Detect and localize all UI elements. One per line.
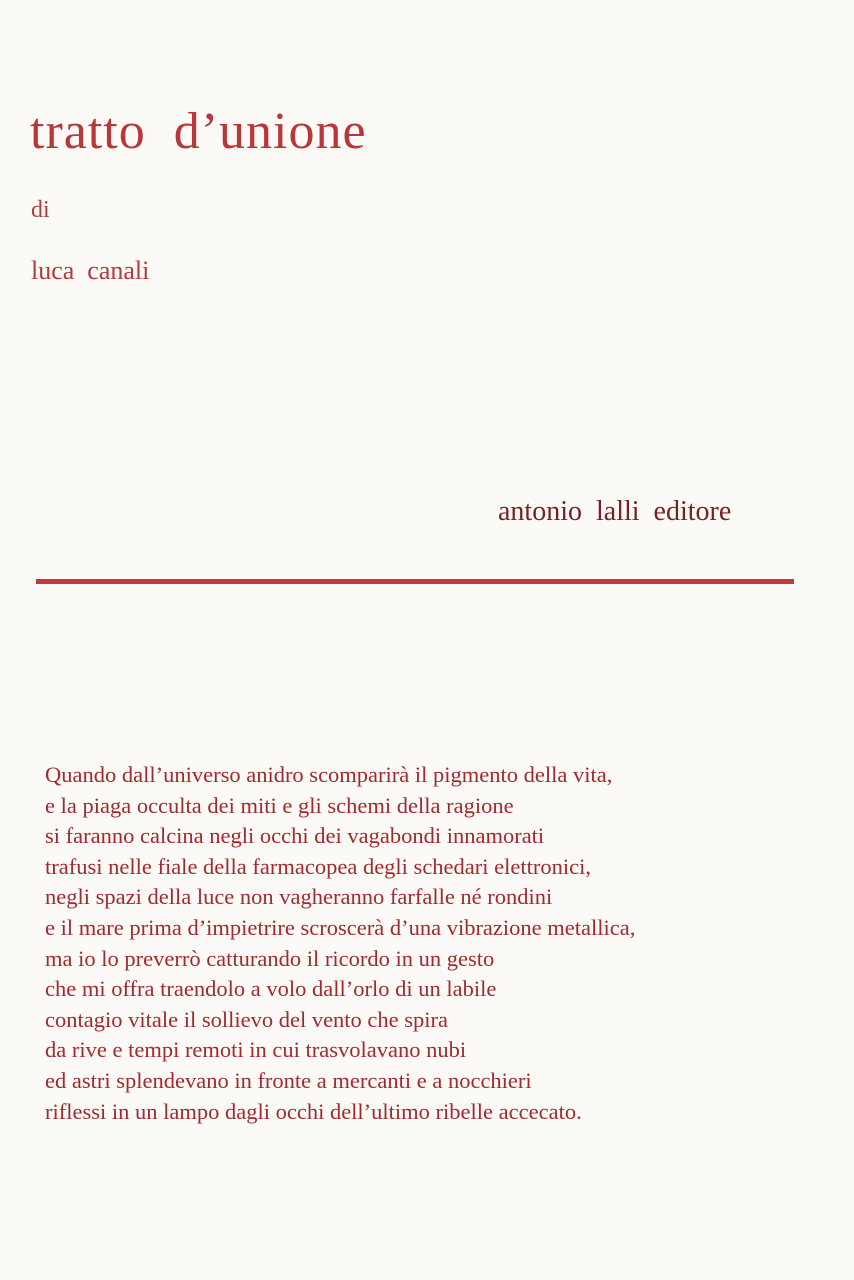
poem-line: contagio vitale il sollievo del vento che spira — [45, 1006, 449, 1032]
poem-line: ma io lo preverrò catturando il ricordo in un gesto — [45, 945, 495, 971]
poem-line: Quando dall’universo anidro scomparirà il pigmento della vita, — [45, 762, 613, 787]
poem-line: e la piaga occulta dei miti e gli schemi della ragione — [45, 792, 514, 818]
poem-line: riflessi in un lampo dagli occhi dell’ultimo ribelle accecato. — [45, 1098, 582, 1124]
poem-line: che mi offra traendolo a volo dall’orlo di un labile — [45, 976, 497, 1002]
author-name: luca canali — [31, 256, 150, 285]
divider-rule — [36, 579, 794, 584]
poem-line: trafusi nelle fiale della farmacopea degli schedari elettronici, — [45, 853, 591, 879]
poem-line: e il mare prima d’impietrire scroscerà d’una vibrazione metallica, — [45, 914, 636, 940]
poem-line: si faranno calcina negli occhi dei vagabondi innamorati — [45, 823, 545, 849]
byline-label: di — [31, 197, 50, 223]
poem-line: da rive e tempi remoti in cui trasvolavano nubi — [45, 1037, 467, 1063]
book-title: tratto d’unione — [30, 103, 367, 160]
poem-line: ed astri splendevano in fronte a mercanti e a nocchieri — [45, 1067, 532, 1093]
publisher-name: antonio lalli editore — [498, 496, 732, 527]
poem-line: negli spazi della luce non vagheranno farfalle né rondini — [45, 884, 553, 910]
poem-text — [45, 760, 835, 1127]
